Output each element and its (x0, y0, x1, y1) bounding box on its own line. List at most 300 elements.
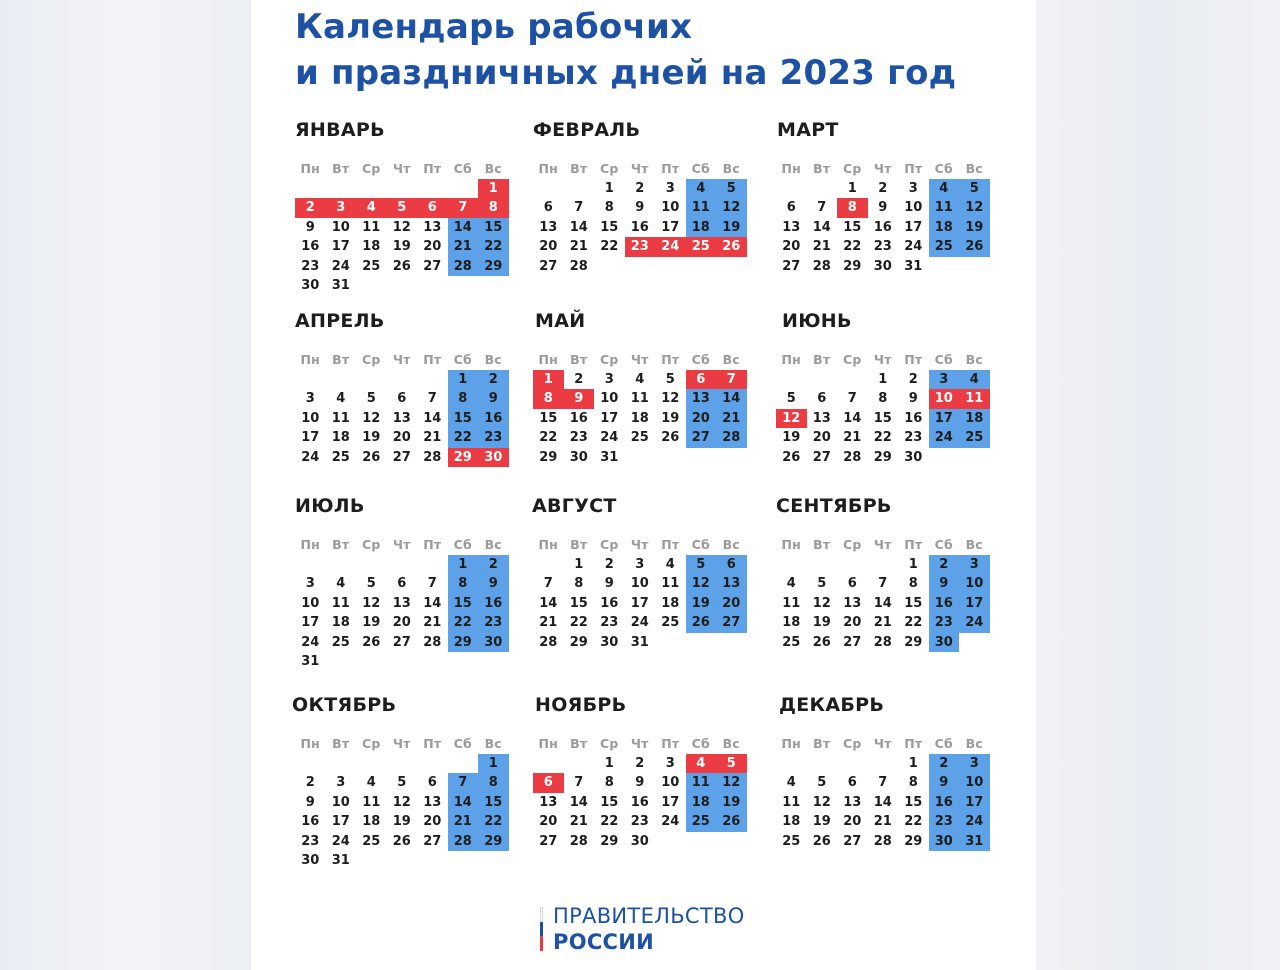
work-day: 24 (600, 430, 619, 446)
work-day: 10 (301, 595, 320, 611)
empty-cell (417, 276, 448, 296)
weekend-day: 11 (929, 198, 960, 218)
work-day: 22 (904, 814, 923, 830)
work-day: 21 (539, 615, 558, 631)
month-name: МАЙ (535, 310, 586, 332)
work-day: 21 (812, 239, 831, 255)
work-day: 24 (904, 239, 923, 255)
work-day: 24 (661, 814, 680, 830)
work-day: 20 (782, 239, 801, 255)
work-day: 7 (427, 391, 437, 407)
work-day: 8 (574, 576, 584, 592)
weekday-header: Пт (423, 352, 442, 368)
work-day: 10 (661, 775, 680, 791)
work-day: 25 (782, 833, 801, 849)
weekday-header: Вс (965, 352, 983, 368)
weekday-header: Ср (842, 537, 862, 553)
work-day: 17 (331, 814, 350, 830)
weekend-day: 31 (959, 832, 990, 852)
work-day: 22 (873, 430, 892, 446)
work-day: 21 (569, 239, 588, 255)
work-day: 14 (423, 410, 442, 426)
weekday-header: Чт (392, 161, 411, 177)
weekend-day: 30 (929, 832, 960, 852)
work-day: 18 (331, 615, 350, 631)
month-12 (776, 693, 988, 849)
weekday-header: Пт (904, 161, 923, 177)
work-day: 21 (873, 615, 892, 631)
work-day: 25 (362, 833, 381, 849)
empty-cell (356, 555, 387, 575)
weekday-header: Вт (332, 537, 350, 553)
work-day: 10 (904, 200, 923, 216)
holiday-day: 5 (716, 754, 747, 774)
weekday-header: Вс (722, 736, 740, 752)
weekday-header: Вс (484, 161, 502, 177)
weekday-header: Ср (361, 537, 381, 553)
work-day: 16 (630, 219, 649, 235)
work-day: 23 (569, 430, 588, 446)
month-5 (533, 309, 745, 465)
weekday-header: Сб (453, 537, 472, 553)
work-day: 10 (301, 410, 320, 426)
work-day: 24 (301, 634, 320, 650)
work-day: 26 (392, 833, 411, 849)
weekday-header: Пт (904, 352, 923, 368)
weekend-day: 20 (686, 409, 717, 429)
empty-cell (837, 754, 868, 774)
work-day: 5 (397, 775, 407, 791)
work-day: 29 (904, 833, 923, 849)
work-day: 19 (392, 814, 411, 830)
work-day: 15 (904, 794, 923, 810)
weekday-header: Чт (873, 161, 892, 177)
weekend-day: 29 (478, 832, 509, 852)
work-day: 28 (423, 449, 442, 465)
empty-cell (448, 179, 479, 199)
weekday-header: Вс (722, 537, 740, 553)
weekend-day: 29 (448, 633, 479, 653)
work-day: 2 (635, 180, 645, 196)
work-day: 25 (362, 258, 381, 274)
work-day: 20 (392, 430, 411, 446)
work-day: 11 (782, 794, 801, 810)
work-day: 2 (574, 371, 584, 387)
weekday-header: Вт (813, 352, 831, 368)
weekend-day: 10 (959, 773, 990, 793)
work-day: 1 (908, 755, 918, 771)
work-day: 12 (812, 595, 831, 611)
work-day: 12 (812, 794, 831, 810)
empty-cell (807, 555, 838, 575)
weekday-header: Ср (361, 161, 381, 177)
empty-cell (387, 179, 418, 199)
holiday-day: 6 (533, 773, 564, 793)
weekday-header: Пт (904, 537, 923, 553)
weekend-day: 11 (686, 773, 717, 793)
empty-cell (594, 257, 625, 277)
empty-cell (387, 370, 418, 390)
work-day: 26 (812, 833, 831, 849)
weekday-header: Пн (538, 161, 558, 177)
work-day: 20 (423, 814, 442, 830)
work-day: 11 (782, 595, 801, 611)
work-day: 8 (878, 391, 888, 407)
work-day: 10 (331, 794, 350, 810)
weekday-header: Сб (934, 736, 953, 752)
work-day: 16 (301, 239, 320, 255)
work-day: 9 (908, 391, 918, 407)
weekday-header: Сб (453, 736, 472, 752)
month-8 (532, 494, 745, 650)
work-day: 25 (782, 634, 801, 650)
work-day: 21 (873, 814, 892, 830)
empty-cell (387, 754, 418, 774)
weekday-header: Вт (570, 736, 588, 752)
work-day: 11 (331, 410, 350, 426)
month-grid (776, 535, 990, 652)
work-day: 20 (539, 814, 558, 830)
work-day: 11 (362, 794, 381, 810)
work-day: 26 (362, 449, 381, 465)
empty-cell (417, 851, 448, 871)
month-7 (295, 494, 507, 670)
empty-cell (868, 754, 899, 774)
weekday-header: Пн (781, 537, 801, 553)
weekend-day: 22 (478, 812, 509, 832)
month-name: ФЕВРАЛЬ (533, 119, 641, 141)
work-day: 3 (305, 391, 315, 407)
weekend-day: 26 (686, 613, 717, 633)
empty-cell (478, 276, 509, 296)
work-day: 27 (539, 258, 558, 274)
work-day: 6 (543, 200, 553, 216)
title-line-1: Календарь рабочих (295, 7, 693, 47)
holiday-day: 1 (533, 370, 564, 390)
weekend-day: 26 (716, 812, 747, 832)
work-day: 13 (539, 219, 558, 235)
work-day: 7 (847, 391, 857, 407)
work-day: 7 (574, 775, 584, 791)
logo-line-2: РОССИИ (553, 930, 655, 954)
work-day: 5 (786, 391, 796, 407)
weekday-header: Пт (423, 161, 442, 177)
weekend-day: 3 (929, 370, 960, 390)
work-day: 1 (604, 755, 614, 771)
work-day: 9 (635, 200, 645, 216)
month-name: МАРТ (777, 119, 839, 141)
work-day: 7 (817, 200, 827, 216)
empty-cell (356, 179, 387, 199)
weekday-header: Пн (300, 537, 320, 553)
weekend-day: 1 (448, 555, 479, 575)
weekend-day: 18 (929, 218, 960, 238)
work-day: 9 (635, 775, 645, 791)
weekend-day: 19 (716, 218, 747, 238)
holiday-day: 5 (387, 198, 418, 218)
weekday-header: Ср (361, 352, 381, 368)
holiday-day: 8 (478, 198, 509, 218)
weekend-day: 21 (448, 812, 479, 832)
weekend-day: 26 (959, 237, 990, 257)
weekday-header: Чт (873, 736, 892, 752)
work-day: 30 (630, 833, 649, 849)
weekday-header: Вс (722, 161, 740, 177)
weekend-day: 7 (448, 773, 479, 793)
work-day: 8 (604, 775, 614, 791)
work-day: 3 (635, 556, 645, 572)
work-day: 24 (331, 258, 350, 274)
work-day: 30 (569, 449, 588, 465)
holiday-day: 8 (837, 198, 868, 218)
work-day: 21 (569, 814, 588, 830)
work-day: 5 (817, 576, 827, 592)
empty-cell (686, 257, 717, 277)
work-day: 27 (539, 833, 558, 849)
work-day: 29 (539, 449, 558, 465)
work-day: 14 (843, 410, 862, 426)
weekday-header: Пт (423, 537, 442, 553)
empty-cell (655, 633, 686, 653)
weekend-day: 24 (959, 812, 990, 832)
weekday-header: Чт (873, 537, 892, 553)
weekday-header: Ср (599, 736, 619, 752)
weekend-day: 9 (929, 574, 960, 594)
weekend-day: 5 (959, 179, 990, 199)
month-2 (533, 118, 745, 274)
work-day: 27 (843, 833, 862, 849)
work-day: 17 (630, 595, 649, 611)
weekend-day: 4 (686, 179, 717, 199)
work-day: 27 (782, 258, 801, 274)
weekend-day: 12 (959, 198, 990, 218)
month-name: СЕНТЯБРЬ (776, 495, 892, 517)
weekend-day: 21 (716, 409, 747, 429)
work-day: 28 (539, 634, 558, 650)
work-day: 17 (661, 794, 680, 810)
empty-cell (356, 851, 387, 871)
holiday-day: 9 (564, 389, 595, 409)
weekday-header: Пн (538, 736, 558, 752)
work-day: 1 (574, 556, 584, 572)
weekend-day: 18 (686, 793, 717, 813)
empty-cell (837, 555, 868, 575)
empty-cell (533, 754, 564, 774)
empty-cell (356, 276, 387, 296)
work-day: 19 (392, 239, 411, 255)
month-10 (292, 693, 507, 869)
weekday-header: Вс (484, 537, 502, 553)
work-day: 29 (843, 258, 862, 274)
weekday-header: Ср (842, 161, 862, 177)
weekday-header: Вт (332, 736, 350, 752)
empty-cell (326, 754, 357, 774)
weekday-header: Сб (934, 537, 953, 553)
weekday-header: Вт (570, 537, 588, 553)
weekday-header: Вт (570, 352, 588, 368)
weekday-header: Пн (300, 736, 320, 752)
work-day: 16 (301, 814, 320, 830)
empty-cell (837, 370, 868, 390)
weekday-header: Ср (599, 352, 619, 368)
month-grid (295, 734, 509, 871)
weekday-header: Ср (842, 736, 862, 752)
empty-cell (686, 633, 717, 653)
empty-cell (625, 257, 656, 277)
empty-cell (716, 257, 747, 277)
work-day: 28 (423, 634, 442, 650)
work-day: 16 (873, 219, 892, 235)
weekday-header: Вс (484, 352, 502, 368)
weekday-header: Чт (873, 352, 892, 368)
weekend-day: 22 (448, 428, 479, 448)
weekend-day: 3 (959, 754, 990, 774)
empty-cell (959, 633, 990, 653)
weekend-day: 20 (716, 594, 747, 614)
work-day: 7 (427, 576, 437, 592)
weekend-day: 24 (929, 428, 960, 448)
work-day: 21 (423, 615, 442, 631)
work-day: 18 (782, 615, 801, 631)
work-day: 28 (873, 634, 892, 650)
work-day: 29 (873, 449, 892, 465)
work-day: 29 (600, 833, 619, 849)
work-day: 4 (665, 556, 675, 572)
month-grid (533, 159, 747, 276)
month-11 (533, 693, 745, 849)
empty-cell (655, 257, 686, 277)
work-day: 4 (336, 391, 346, 407)
holiday-day: 11 (959, 389, 990, 409)
work-day: 4 (786, 775, 796, 791)
holiday-day: 2 (295, 198, 326, 218)
holiday-day: 4 (686, 754, 717, 774)
weekend-day: 5 (716, 179, 747, 199)
logo-line-1: ПРАВИТЕЛЬСТВО (553, 904, 745, 928)
work-day: 17 (904, 219, 923, 235)
weekend-day: 3 (959, 555, 990, 575)
work-day: 25 (630, 430, 649, 446)
month-grid (776, 734, 990, 851)
work-day: 15 (843, 219, 862, 235)
weekday-header: Чт (392, 352, 411, 368)
logo-text (553, 903, 745, 955)
weekend-day: 28 (716, 428, 747, 448)
month-3 (776, 118, 988, 274)
empty-cell (326, 179, 357, 199)
weekday-header: Сб (934, 352, 953, 368)
work-day: 13 (423, 794, 442, 810)
weekend-day: 16 (929, 793, 960, 813)
month-4 (295, 309, 507, 465)
empty-cell (959, 448, 990, 468)
weekend-day: 25 (686, 812, 717, 832)
work-day: 11 (362, 219, 381, 235)
weekend-day: 19 (959, 218, 990, 238)
empty-cell (533, 179, 564, 199)
work-day: 20 (423, 239, 442, 255)
weekday-header: Чт (630, 161, 649, 177)
work-day: 15 (600, 794, 619, 810)
weekend-day: 1 (448, 370, 479, 390)
work-day: 3 (665, 755, 675, 771)
weekday-header: Вт (813, 161, 831, 177)
weekend-day: 2 (478, 555, 509, 575)
work-day: 7 (543, 576, 553, 592)
month-name: ОКТЯБРЬ (292, 694, 397, 716)
weekend-day: 30 (929, 633, 960, 653)
weekday-header: Вс (965, 736, 983, 752)
work-day: 14 (812, 219, 831, 235)
weekend-day: 22 (448, 613, 479, 633)
weekend-day: 23 (929, 613, 960, 633)
work-day: 9 (604, 576, 614, 592)
weekend-day: 15 (478, 218, 509, 238)
work-day: 9 (305, 794, 315, 810)
weekend-day: 29 (478, 257, 509, 277)
month-grid (533, 350, 747, 467)
work-day: 23 (301, 833, 320, 849)
holiday-day: 29 (448, 448, 479, 468)
weekday-header: Чт (630, 537, 649, 553)
month-name: ЯНВАРЬ (295, 119, 385, 141)
work-day: 24 (331, 833, 350, 849)
weekend-day: 11 (686, 198, 717, 218)
month-grid (533, 535, 747, 652)
holiday-day: 24 (655, 237, 686, 257)
work-day: 30 (301, 853, 320, 869)
weekend-day: 4 (929, 179, 960, 199)
work-day: 23 (904, 430, 923, 446)
weekend-day: 8 (448, 389, 479, 409)
work-day: 14 (873, 794, 892, 810)
work-day: 26 (661, 430, 680, 446)
weekday-header: Вт (570, 161, 588, 177)
work-day: 5 (366, 576, 376, 592)
weekend-day: 15 (448, 409, 479, 429)
empty-cell (686, 832, 717, 852)
holiday-day: 1 (478, 179, 509, 199)
work-day: 20 (539, 239, 558, 255)
weekday-header: Вт (332, 161, 350, 177)
work-day: 27 (423, 833, 442, 849)
work-day: 31 (331, 278, 350, 294)
empty-cell (929, 257, 960, 277)
empty-cell (478, 652, 509, 672)
weekend-day: 15 (478, 793, 509, 813)
empty-cell (417, 555, 448, 575)
holiday-day: 8 (533, 389, 564, 409)
weekend-day: 9 (478, 389, 509, 409)
work-day: 15 (539, 410, 558, 426)
holiday-day: 25 (686, 237, 717, 257)
work-day: 12 (392, 219, 411, 235)
work-day: 11 (630, 391, 649, 407)
work-day: 31 (630, 634, 649, 650)
work-day: 19 (661, 410, 680, 426)
month-name: АВГУСТ (532, 495, 617, 517)
empty-cell (387, 851, 418, 871)
work-day: 28 (569, 833, 588, 849)
work-day: 3 (908, 180, 918, 196)
work-day: 4 (366, 775, 376, 791)
work-day: 11 (331, 595, 350, 611)
empty-cell (387, 276, 418, 296)
work-day: 13 (843, 794, 862, 810)
work-day: 12 (362, 595, 381, 611)
work-day: 29 (569, 634, 588, 650)
work-day: 6 (847, 775, 857, 791)
